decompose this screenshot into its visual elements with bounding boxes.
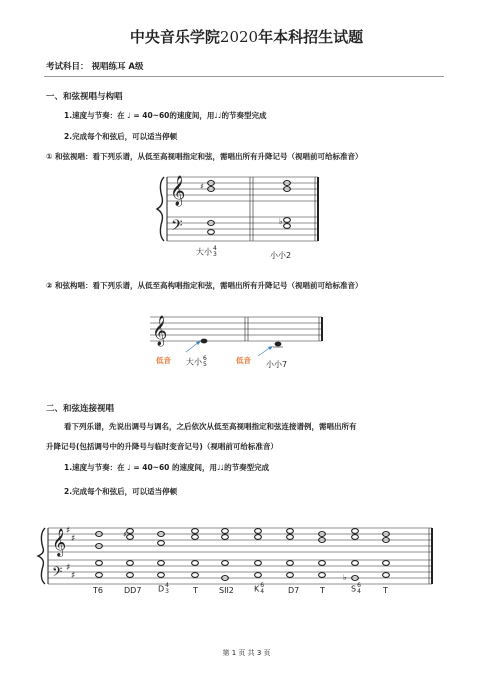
function-label: T bbox=[383, 586, 388, 595]
s2-bass-staff bbox=[48, 560, 432, 584]
fig-bottom: 3 bbox=[213, 251, 217, 258]
fig-top: 4 bbox=[213, 245, 217, 252]
section2-requirement-1: 1.速度与节奏：在 ♩ = 40~60 的速度间，用♩♩的节奏型完成 bbox=[64, 463, 270, 472]
section1-heading: 一、和弦视唱与构唱 bbox=[46, 92, 123, 102]
chord-label-1: 大小4 3 bbox=[196, 245, 217, 258]
q1-treble-staff bbox=[167, 177, 318, 201]
fig-bottom: 4 bbox=[357, 588, 361, 595]
fig-bottom: 4 bbox=[260, 588, 265, 595]
function-label: D7 bbox=[288, 586, 300, 595]
question-2-instruction: ② 和弦构唱：看下列乐谱，从低至高构唱指定和弦，需唱出所有升降记号（视唱前可给标准音） bbox=[46, 281, 363, 290]
svg-text:♯: ♯ bbox=[71, 534, 76, 544]
svg-text:♭: ♭ bbox=[279, 217, 283, 226]
function-label: D4 3 bbox=[158, 582, 169, 595]
function-label: T bbox=[193, 586, 198, 595]
page-footer: 第 1 页 共 3 页 bbox=[222, 649, 271, 657]
function-label: T6 bbox=[93, 586, 103, 595]
page-title: 中央音乐学院2020年本科招生试题 bbox=[129, 28, 364, 46]
s2-treble-staff bbox=[48, 528, 432, 552]
section1-requirement-2: 2.完成每个和弦后，可以适当停顿 bbox=[64, 132, 178, 141]
construct-label-1: 大小6 5 bbox=[186, 355, 207, 368]
svg-text:𝄞: 𝄞 bbox=[52, 528, 67, 556]
svg-text:♯: ♯ bbox=[71, 571, 76, 581]
q1-bass-staff bbox=[167, 217, 318, 241]
section2-heading: 二、和弦连接视唱 bbox=[46, 404, 115, 414]
fig-top: 6 bbox=[203, 355, 207, 362]
function-label: S6 4 bbox=[351, 582, 361, 595]
question-1-instruction: ① 和弦视唱：看下列乐谱，从低至高视唱指定和弦，需唱出所有升降记号（视唱前可给标准音） bbox=[46, 152, 363, 161]
svg-text:♭: ♭ bbox=[343, 573, 347, 582]
fig-top: 6 bbox=[357, 582, 361, 589]
function-label: DD7 bbox=[124, 586, 142, 595]
svg-text:𝄢: 𝄢 bbox=[171, 217, 183, 238]
function-label: T bbox=[320, 586, 325, 595]
bass-note-label-1: 低音 bbox=[156, 356, 171, 365]
function-label: K6 4 bbox=[254, 582, 265, 595]
svg-text:𝄢: 𝄢 bbox=[52, 564, 63, 583]
exam-subject: 考试科目： 视唱练耳 A级 bbox=[46, 62, 144, 72]
section2-requirement-2: 2.完成每个和弦后，可以适当停顿 bbox=[64, 487, 178, 496]
svg-text:♯: ♯ bbox=[200, 182, 204, 191]
fig-top: 4 bbox=[165, 582, 169, 589]
function-label: SII2 bbox=[219, 586, 234, 595]
fig-bottom: 3 bbox=[165, 588, 169, 595]
section2-intro-line1: 看下列乐谱，先说出调号与调名，之后依次从低至高视唱指定和弦连接谱例，需唱出所有 bbox=[64, 422, 357, 431]
q2-treble-staff bbox=[150, 317, 322, 341]
svg-text:♯: ♯ bbox=[66, 563, 71, 573]
svg-text:𝄞: 𝄞 bbox=[152, 316, 168, 346]
svg-text:♯: ♯ bbox=[66, 526, 71, 536]
chord-label-2: 小小2 bbox=[270, 251, 292, 260]
fig-top: 6 bbox=[260, 582, 265, 589]
fig-bottom: 5 bbox=[203, 361, 207, 368]
section1-requirement-1: 1.速度与节奏：在 ♩ = 40~60的速度间，用♩♩的节奏型完成 bbox=[64, 111, 267, 120]
svg-text:♯: ♯ bbox=[123, 530, 127, 539]
section2-intro-line2: 升降记号(包括调号中的升降号与临时变音记号)（视唱前可给标准音） bbox=[46, 442, 278, 451]
bass-note-label-2: 低音 bbox=[236, 356, 251, 365]
svg-text:𝄞: 𝄞 bbox=[170, 176, 186, 206]
construct-label-2: 小小7 bbox=[266, 360, 288, 369]
